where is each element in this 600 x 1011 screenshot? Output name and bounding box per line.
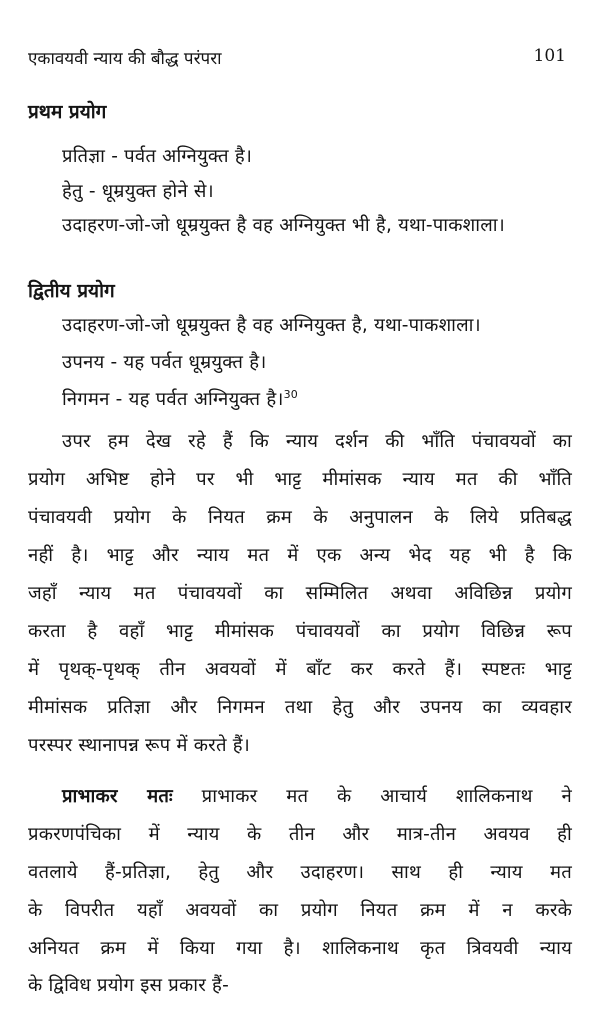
hetu-line: हेतु - धूम्रयुक्त होने से।	[62, 181, 214, 202]
nigaman-text: निगमन - यह पर्वत अग्नियुक्त है।	[62, 389, 284, 410]
paragraph2-line-1	[62, 783, 572, 808]
paragraph1-line-8: मीमांसक प्रतिज्ञा और निगमन तथा हेतु और उपनय का व्यवहार	[28, 697, 572, 718]
paragraph1-line-5: जहाँ न्याय मत पंचावयवों का सम्मिलित अथवा अविछिन्न प्रयोग	[28, 583, 572, 604]
paragraph1-line-2: प्रयोग अभिष्ट होने पर भी भाट्ट मीमांसक न्याय मत की भाँति	[28, 469, 572, 490]
udaharan-line: उदाहरण-जो-जो धूम्रयुक्त है वह अग्नियुक्त भी है, यथा-पाकशाला।	[62, 215, 505, 236]
prabhakar-mat-heading: प्राभाकर मतः	[62, 786, 173, 807]
udaharan-line-2: उदाहरण-जो-जो धूम्रयुक्त है वह अग्नियुक्त है, यथा-पाकशाला।	[62, 315, 481, 336]
paragraph1-line-1: उपर हम देख रहे हैं कि न्याय दर्शन की भाँति पंचावयवों का	[62, 431, 572, 452]
paragraph2-line-1-text: प्राभाकर मत के आचार्य शालिकनाथ ने	[172, 786, 572, 807]
paragraph1-line-6: करता है वहाँ भाट्ट मीमांसक पंचावयवों का प्रयोग विछिन्न रूप	[28, 621, 572, 642]
pratijna-line: प्रतिज्ञा - पर्वत अग्नियुक्त है।	[62, 146, 253, 167]
paragraph1-line-4: नहीं है। भाट्ट और न्याय मत में एक अन्य भेद यह भी है कि	[28, 545, 572, 566]
paragraph2-line-3: वतलाये हैं-प्रतिज्ञा, हेतु और उदाहरण। साथ ही न्याय मत	[28, 862, 572, 883]
section-heading-second-prayog: द्वितीय प्रयोग	[28, 280, 115, 302]
running-head: एकावयवी न्याय की बौद्ध परंपरा	[28, 49, 222, 69]
paragraph1-line-9: परस्पर स्थानापन्न रूप में करते हैं।	[28, 735, 251, 756]
paragraph2-line-4: के विपरीत यहाँ अवयवों का प्रयोग नियत क्रम में न करके	[28, 900, 572, 921]
paragraph2-line-5: अनियत क्रम में किया गया है। शालिकनाथ कृत त्रिवयवी न्याय	[28, 938, 572, 959]
section-heading-first-prayog: प्रथम प्रयोग	[28, 101, 107, 123]
nigaman-line	[62, 386, 298, 411]
paragraph1-line-7: में पृथक्-पृथक् तीन अवयवों में बाँट कर करते हैं। स्पष्टतः भाट्ट	[28, 659, 572, 680]
upanay-line: उपनय - यह पर्वत धूम्रयुक्त है।	[62, 352, 267, 373]
paragraph2-line-6: के द्विविध प्रयोग इस प्रकार हैं-	[28, 975, 229, 996]
paragraph1-line-3: पंचावयवी प्रयोग के नियत क्रम के अनुपालन के लिये प्रतिबद्ध	[28, 507, 572, 528]
page-number: 101	[533, 46, 566, 66]
footnote-ref: 30	[283, 387, 299, 401]
paragraph2-line-2: प्रकरणपंचिका में न्याय के तीन और मात्र-तीन अवयव ही	[28, 824, 572, 845]
